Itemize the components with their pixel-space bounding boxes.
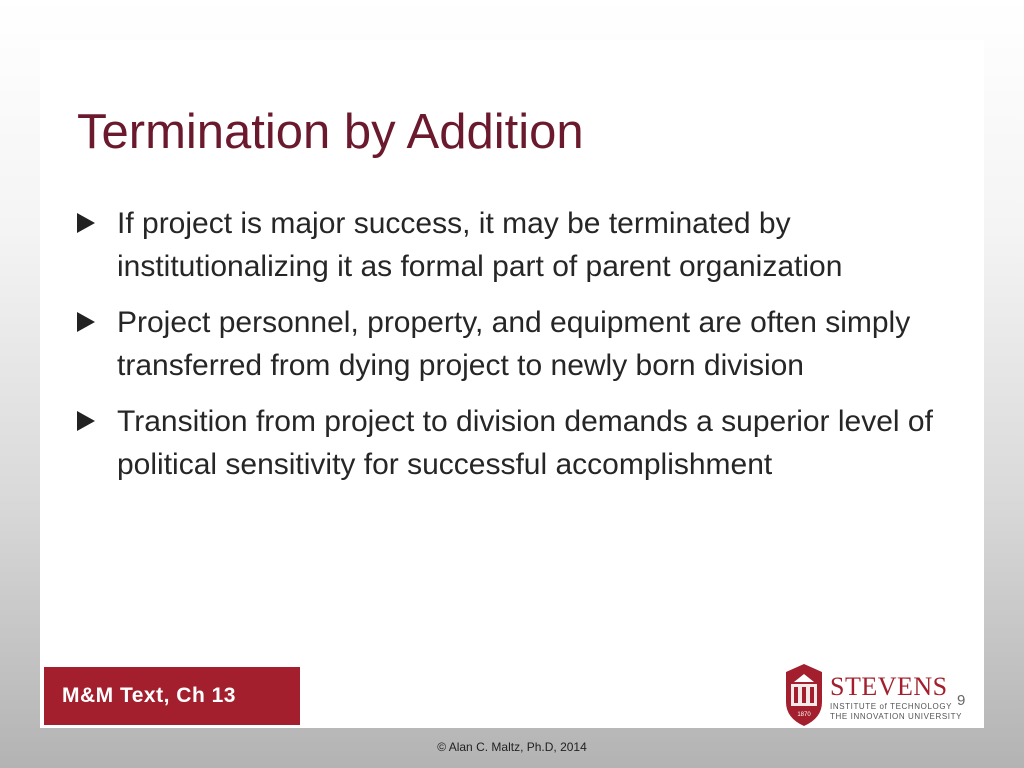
page-number: 9 — [957, 692, 966, 709]
footer-label-box — [44, 667, 300, 725]
bullet-text: If project is major success, it may be terminated by institutionalizing it as formal part of parent organization — [117, 207, 843, 283]
stevens-seal-icon — [782, 662, 826, 728]
seal-year: 1870 — [797, 712, 811, 718]
slide-title: Termination by Addition — [77, 105, 584, 159]
bullet-list — [77, 202, 957, 499]
logo-tagline: THE INNOVATION UNIVERSITY — [830, 712, 963, 721]
bullet-item — [77, 301, 957, 387]
copyright-text: © Alan C. Maltz, Ph.D, 2014 — [437, 740, 587, 754]
logo-name: STEVENS — [830, 672, 948, 701]
stevens-logo — [782, 662, 982, 728]
logo-subtitle: INSTITUTE of TECHNOLOGY — [830, 702, 953, 711]
triangle-right-icon — [77, 312, 95, 332]
slide — [40, 40, 984, 728]
triangle-right-icon — [77, 213, 95, 233]
triangle-right-icon — [77, 411, 95, 431]
bullet-item — [77, 400, 957, 486]
bullet-item — [77, 202, 957, 288]
bullet-text: Transition from project to division demands a superior level of political sensitivity for successful accomplishment — [117, 405, 933, 481]
bullet-text: Project personnel, property, and equipment are often simply transferred from dying project to newly born division — [117, 306, 911, 382]
footer-label: M&M Text, Ch 13 — [62, 684, 236, 707]
